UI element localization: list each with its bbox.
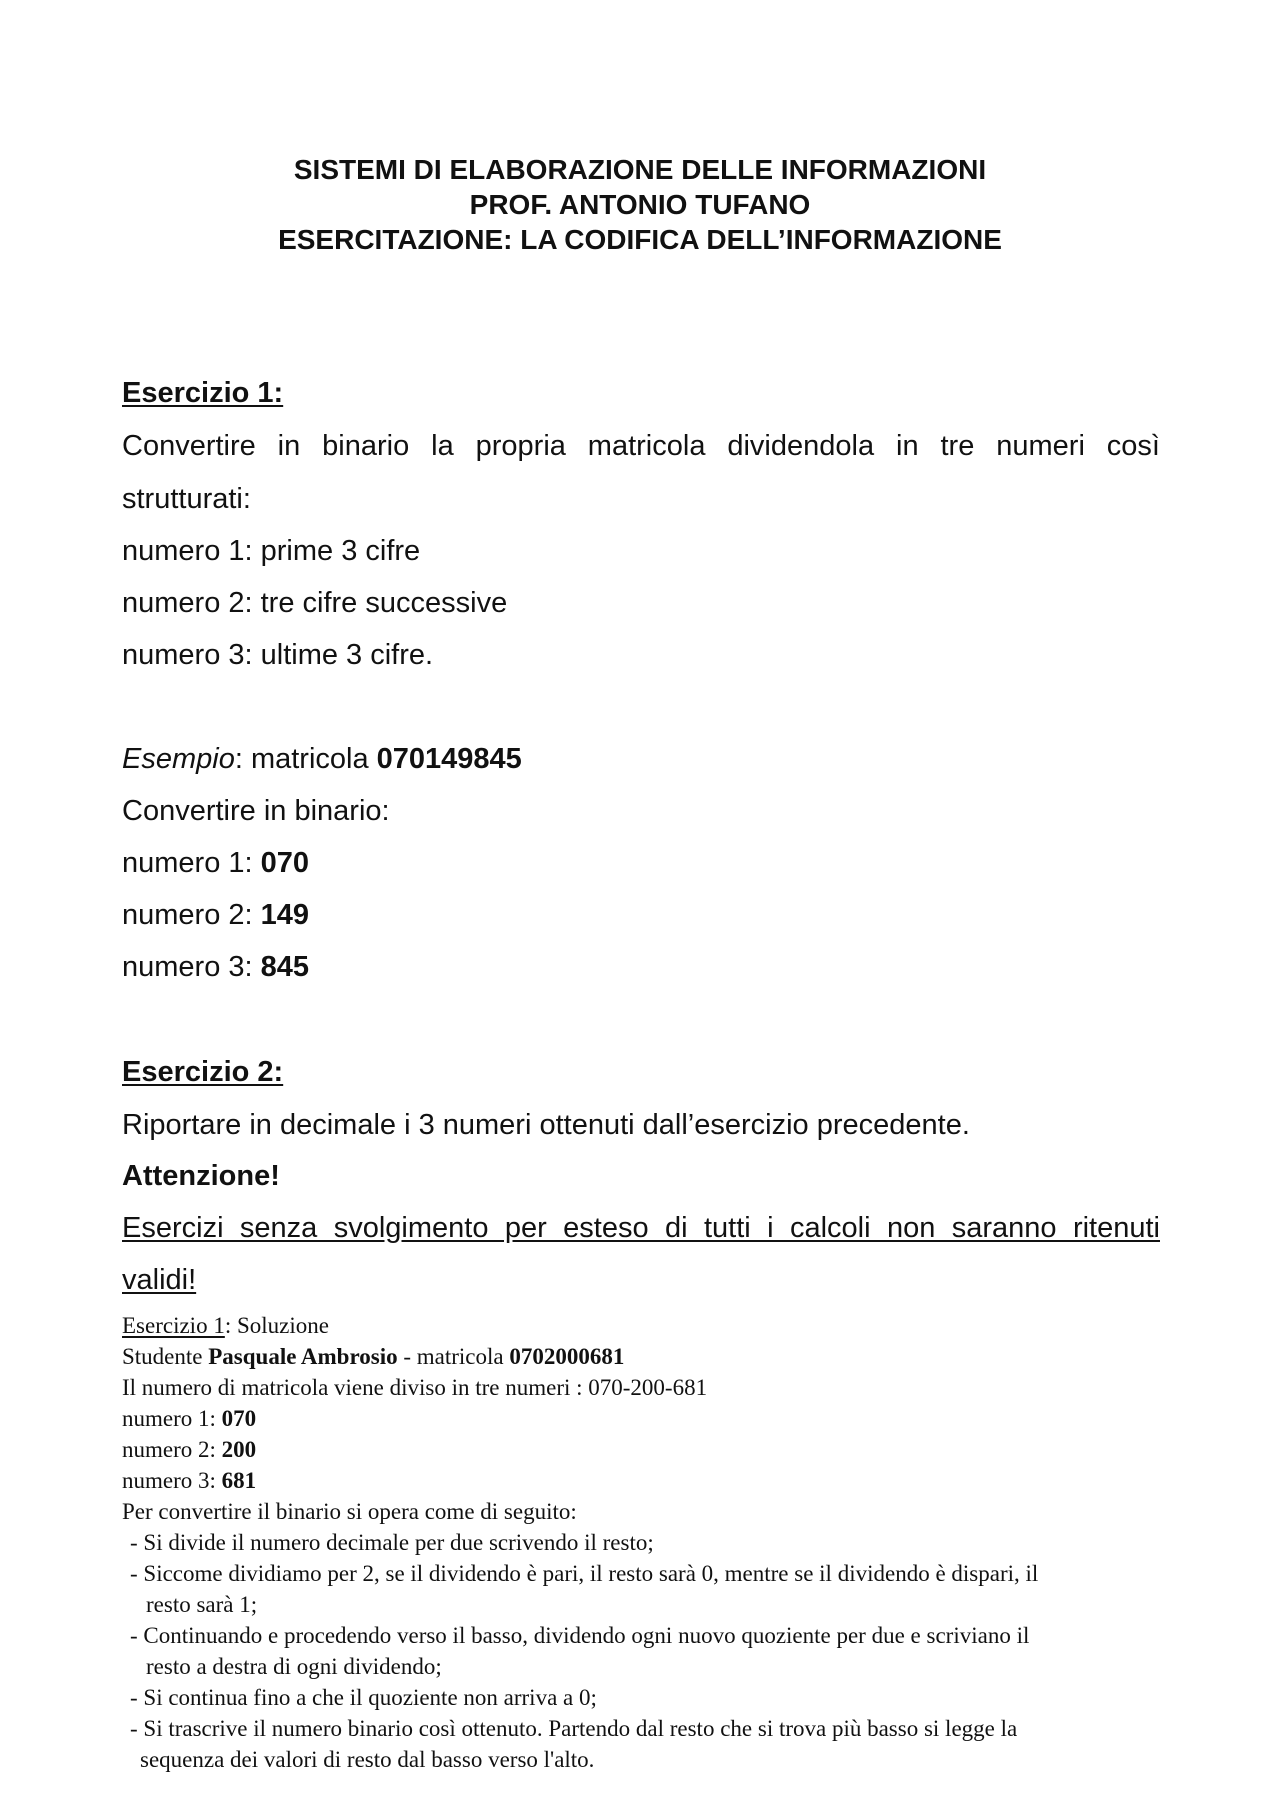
method-step-5-continued: sequenza dei valori di resto dal basso verso l'alto. [140,1747,595,1772]
exercise-1-description-line1: Convertire in binario la propria matricola dividendola in tre numeri così [122,430,1160,462]
example-number-1 [122,847,309,880]
solution-number-1-value: 070 [221,1406,257,1431]
example-number-3-label: numero 3: [122,951,261,983]
example-label: Esempio [122,743,235,775]
warning-line1: Esercizi senza svolgimento per esteso di tutti i calcoli non saranno ritenuti [122,1212,1160,1244]
method-step-2-continued: resto sarà 1; [146,1592,258,1617]
matricola-label: - matricola [397,1344,510,1369]
solution-number-1 [122,1405,256,1433]
example-number-2-label: numero 2: [122,899,261,931]
example-number-3-value: 845 [260,951,310,983]
method-step-4: - Si continua fino a che il quoziente non arriva a 0; [130,1685,597,1710]
exercise-1-item-1: numero 1: prime 3 cifre [122,535,421,567]
course-title: SISTEMI DI ELABORAZIONE DELLE INFORMAZIONI [293,154,987,185]
solution-number-1-label: numero 1: [122,1406,222,1431]
solution-number-2 [122,1436,256,1464]
example-number-1-label: numero 1: [122,847,261,879]
solution-number-3 [122,1467,256,1495]
matricola-value: 0702000681 [509,1344,625,1369]
student-label: Studente [122,1344,209,1369]
example-text: : matricola [234,743,377,775]
attention-label: Attenzione! [122,1160,280,1192]
method-step-2: - Siccome dividiamo per 2, se il dividendo è pari, il resto sarà 0, mentre se il dividendo è dispari, il [130,1561,1039,1586]
example-line [122,743,522,776]
example-number-3 [122,951,309,984]
example-number-1-value: 070 [260,847,310,879]
student-line [122,1343,624,1371]
method-step-3: - Continuando e procedendo verso il basso, dividendo ogni nuovo quoziente per due e scriviano il [130,1623,1030,1648]
student-name: Pasquale Ambrosio [208,1344,398,1369]
solution-title-link: Esercizio 1 [122,1313,225,1338]
exercise-1-heading: Esercizio 1: [122,377,284,409]
solution-number-3-value: 681 [221,1468,257,1493]
professor-name: PROF. ANTONIO TUFANO [469,189,811,220]
exercise-1-description-line2: strutturati: [122,483,251,515]
document-header [0,152,1280,257]
split-description: Il numero di matricola viene diviso in tre numeri : 070-200-681 [122,1375,708,1400]
method-step-3-continued: resto a destra di ogni dividendo; [146,1654,442,1679]
exercise-2-description: Riportare in decimale i 3 numeri ottenuti dall’esercizio precedente. [122,1109,970,1141]
exercise-title: ESERCITAZIONE: LA CODIFICA DELL’INFORMAZIONE [278,224,1002,255]
example-number-2 [122,899,309,932]
solution-number-2-label: numero 2: [122,1437,222,1462]
solution-title [122,1312,329,1340]
method-intro: Per convertire il binario si opera come di seguito: [122,1499,577,1524]
warning-line2: validi! [122,1264,197,1296]
exercise-2-heading: Esercizio 2: [122,1056,284,1088]
method-step-1: - Si divide il numero decimale per due scrivendo il resto; [130,1530,654,1555]
example-matricola: 070149845 [376,743,522,775]
solution-number-3-label: numero 3: [122,1468,222,1493]
solution-title-rest: : Soluzione [224,1313,329,1338]
exercise-1-item-2: numero 2: tre cifre successive [122,587,508,619]
solution-number-2-value: 200 [221,1437,257,1462]
example-convert-label: Convertire in binario: [122,795,390,827]
example-number-2-value: 149 [260,899,310,931]
method-step-5: - Si trascrive il numero binario così ottenuto. Partendo dal resto che si trova più basso si legge la [130,1716,1018,1741]
exercise-1-item-3: numero 3: ultime 3 cifre. [122,639,434,671]
